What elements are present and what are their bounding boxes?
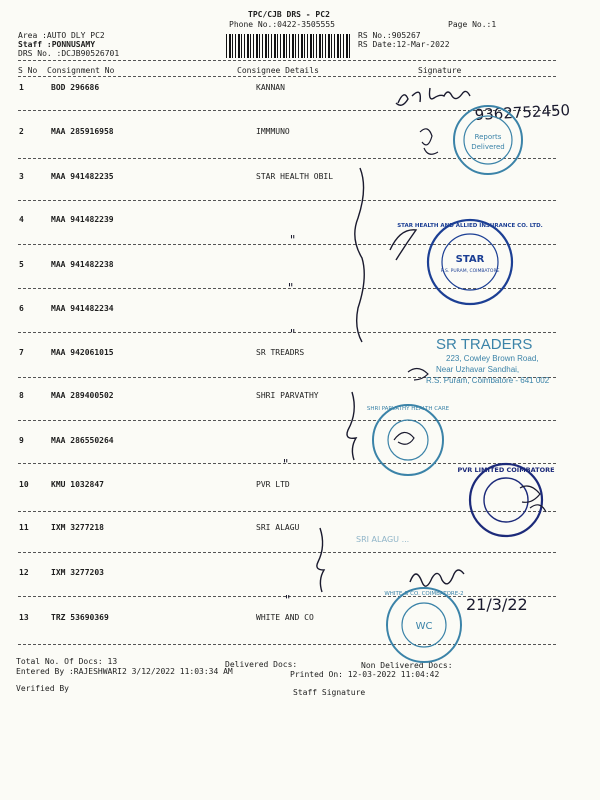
table-row: 7 MAA 942061015 SR TREADRS <box>19 348 305 357</box>
table-row: 9 MAA 286550264 <box>19 436 114 445</box>
svg-text:SHRI PARVATHY HEALTH CARE: SHRI PARVATHY HEALTH CARE <box>366 406 450 412</box>
white-co-stamp <box>384 588 463 662</box>
svg-text:Reports: Reports <box>474 133 502 141</box>
col-signature: Signature <box>418 66 462 75</box>
ditto-mark: " <box>289 327 297 341</box>
table-row: 3 MAA 941482235 STAR HEALTH OBIL <box>19 172 334 181</box>
svg-text:STAR: STAR <box>455 254 485 265</box>
signature-1 <box>396 88 470 105</box>
sri-alagu-stamp: SRI ALAGU ... <box>356 535 410 544</box>
signature-2 <box>420 129 438 154</box>
table-row: 10 KMU 1032847 PVR LTD <box>19 480 290 489</box>
svg-text:Delivered: Delivered <box>471 143 505 151</box>
page-number: Page No.:1 <box>448 20 497 29</box>
table-row: 11 IXM 3277218 SRI ALAGU <box>19 523 300 532</box>
handwritten-phone: 9362752450 <box>474 101 571 124</box>
sr-traders-stamp <box>426 336 550 385</box>
svg-text:WC: WC <box>415 621 433 632</box>
pvr-stamp <box>457 464 554 536</box>
reports-delivered-stamp <box>454 106 522 174</box>
col-consignee: Consignee Details <box>237 66 319 75</box>
entered-by: Entered By :RAJESHWARI2 3/12/2022 11:03:34 AM <box>16 667 233 676</box>
delivered-docs: Delivered Docs: <box>225 660 298 669</box>
rs-number: RS No.:905267 <box>358 31 421 40</box>
area-label: Area :AUTO DLY PC2 <box>18 31 105 40</box>
phone-number: Phone No.:0422-3505555 <box>229 20 335 29</box>
signature-8 <box>394 432 414 444</box>
table-row: 4 MAA 941482239 <box>19 215 114 224</box>
ditto-mark: " <box>284 593 292 607</box>
bracket-11-12 <box>317 528 324 592</box>
ditto-mark: " <box>287 281 295 295</box>
col-sno: S No <box>18 66 38 75</box>
bracket-3-6 <box>355 168 364 342</box>
table-row: 13 TRZ 53690369 WHITE AND CO <box>19 613 314 622</box>
doc-title: TPC/CJB DRS - PC2 <box>248 10 330 19</box>
svg-text:SR TRADERS: SR TRADERS <box>436 336 533 353</box>
signature-7 <box>408 368 428 380</box>
signature-3 <box>390 230 416 260</box>
verified-by: Verified By <box>16 684 69 693</box>
svg-text:WHITE & CO. COIMBATORE-2: WHITE & CO. COIMBATORE-2 <box>384 591 464 597</box>
table-row: 1 BOD 296686 KANNAN <box>19 83 285 92</box>
non-delivered-docs: Non Delivered Docs: <box>361 661 453 670</box>
table-row: 12 IXM 3277203 <box>19 568 104 577</box>
signature-12 <box>410 570 464 586</box>
table-row: 5 MAA 941482238 <box>19 260 114 269</box>
svg-text:STAR HEALTH AND ALLIED INSURAN: STAR HEALTH AND ALLIED INSURANCE CO. LTD. <box>397 223 543 229</box>
table-row: 8 MAA 289400502 SHRI PARVATHY <box>19 391 319 400</box>
total-docs: Total No. Of Docs: 13 <box>16 657 118 666</box>
svg-text:Near Uzhavar Sandhai,: Near Uzhavar Sandhai, <box>436 365 520 374</box>
col-consignment: Consignment No <box>47 66 115 75</box>
svg-text:R.S. Puram, Coimbatore - 641 0: R.S. Puram, Coimbatore - 641 002 <box>426 376 550 385</box>
ditto-mark: " <box>282 457 290 471</box>
parvathy-stamp <box>367 405 450 475</box>
svg-text:R.S. PURAM, COIMBATORE: R.S. PURAM, COIMBATORE <box>440 269 500 274</box>
star-health-stamp <box>397 220 543 304</box>
staff-label: Staff :PONNUSAMY <box>18 40 96 49</box>
svg-text:223, Cowley Brown Road,: 223, Cowley Brown Road, <box>446 354 539 363</box>
svg-text:PVR LIMITED COIMBATORE: PVR LIMITED COIMBATORE <box>457 466 555 474</box>
ditto-mark: " <box>289 233 297 247</box>
handwritten-date: 21/3/22 <box>466 595 528 614</box>
drs-number: DRS No. :DCJB90526701 <box>18 49 120 58</box>
printed-on: Printed On: 12-03-2022 11:04:42 <box>290 670 440 679</box>
rs-date: RS Date:12-Mar-2022 <box>358 40 450 49</box>
table-row: 2 MAA 285916958 IMMMUNO <box>19 127 290 136</box>
staff-signature: Staff Signature <box>293 688 366 697</box>
table-row: 6 MAA 941482234 <box>19 304 114 313</box>
bracket-8-9 <box>347 392 356 460</box>
